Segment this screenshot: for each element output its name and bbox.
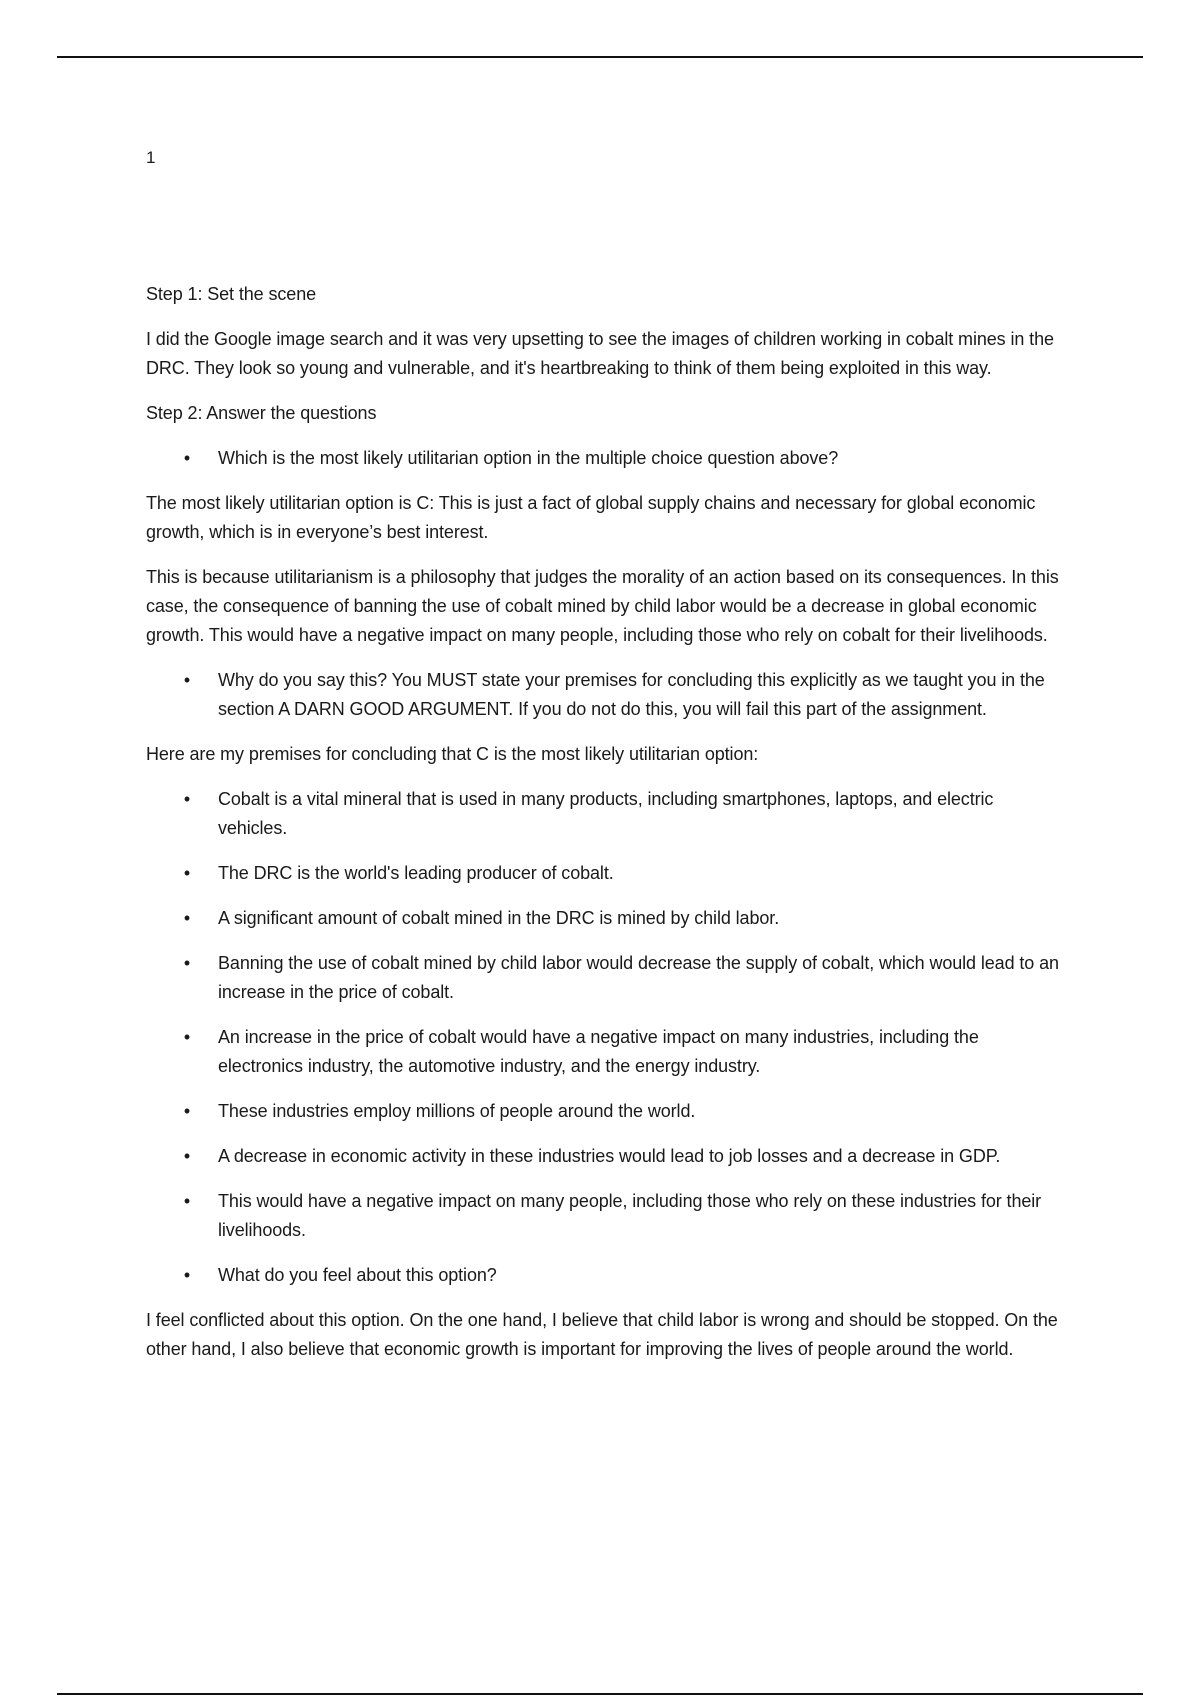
list-item [146, 1097, 1066, 1126]
bullet-icon: • [183, 1146, 191, 1166]
step2-heading: Step 2: Answer the questions [146, 403, 377, 423]
premise-text: These industries employ millions of people around the world. [218, 1101, 696, 1121]
list-item [146, 1142, 1066, 1171]
list-item [146, 666, 1066, 724]
premise-text: A significant amount of cobalt mined in the DRC is mined by child labor. [218, 908, 780, 928]
top-rule [57, 56, 1143, 58]
bullet-icon: • [183, 1101, 191, 1121]
document-body [146, 280, 1066, 1380]
question-list [146, 444, 1066, 473]
premise-text: A decrease in economic activity in these industries would lead to job losses and a decrease in GDP. [218, 1146, 1001, 1166]
question-list [146, 666, 1066, 724]
bullet-icon: • [183, 670, 191, 690]
list-item [146, 1023, 1066, 1081]
page-number: 1 [146, 148, 156, 167]
question-2: Why do you say this? You MUST state your premises for concluding this explicitly as we taught you in the section A DARN GOOD ARGUMENT. If you do not do this, you will fail this part of the assignment. [218, 670, 1045, 719]
bottom-rule [57, 1693, 1143, 1695]
list-item [146, 859, 1066, 888]
list-item [146, 1187, 1066, 1245]
premise-text: Cobalt is a vital mineral that is used in many products, including smartphones, laptops, and electric vehicles. [218, 789, 994, 838]
feeling-paragraph: I feel conflicted about this option. On the one hand, I believe that child labor is wrong and should be stopped. On the other hand, I also believe that economic growth is important for improving the lives of people around the world. [146, 1310, 1058, 1359]
premise-text: An increase in the price of cobalt would have a negative impact on many industries, including the electronics industry, the automotive industry, and the energy industry. [218, 1027, 979, 1076]
bullet-icon: • [183, 1191, 191, 1211]
premises-list [146, 785, 1066, 1290]
bullet-icon: • [183, 1265, 191, 1285]
bullet-icon: • [183, 448, 191, 468]
bullet-icon: • [183, 953, 191, 973]
bullet-icon: • [183, 863, 191, 883]
bullet-icon: • [183, 789, 191, 809]
premises-intro: Here are my premises for concluding that C is the most likely utilitarian option: [146, 744, 759, 764]
question-3: What do you feel about this option? [218, 1265, 497, 1285]
step1-heading: Step 1: Set the scene [146, 284, 317, 304]
step1-paragraph: I did the Google image search and it was very upsetting to see the images of children working in cobalt mines in the DRC. They look so young and vulnerable, and it's heartbreaking to think of them being exploited in this way. [146, 329, 1054, 378]
list-item [146, 904, 1066, 933]
premise-text: This would have a negative impact on many people, including those who rely on these industries for their livelihoods. [218, 1191, 1042, 1240]
bullet-icon: • [183, 1027, 191, 1047]
list-item [146, 1261, 1066, 1290]
answer1-paragraph-2: This is because utilitarianism is a philosophy that judges the morality of an action based on its consequences. In this case, the consequence of banning the use of cobalt mined by child labor would be a decrease in global economic growth. This would have a negative impact on many people, including those who rely on cobalt for their livelihoods. [146, 567, 1059, 645]
list-item [146, 444, 1066, 473]
bullet-icon: • [183, 908, 191, 928]
answer1-paragraph-1: The most likely utilitarian option is C: This is just a fact of global supply chains and necessary for global economic growth, which is in everyone’s best interest. [146, 493, 1036, 542]
question-1: Which is the most likely utilitarian option in the multiple choice question above? [218, 448, 839, 468]
list-item [146, 949, 1066, 1007]
list-item [146, 785, 1066, 843]
premise-text: Banning the use of cobalt mined by child labor would decrease the supply of cobalt, which would lead to an increase in the price of cobalt. [218, 953, 1059, 1002]
premise-text: The DRC is the world's leading producer of cobalt. [218, 863, 614, 883]
